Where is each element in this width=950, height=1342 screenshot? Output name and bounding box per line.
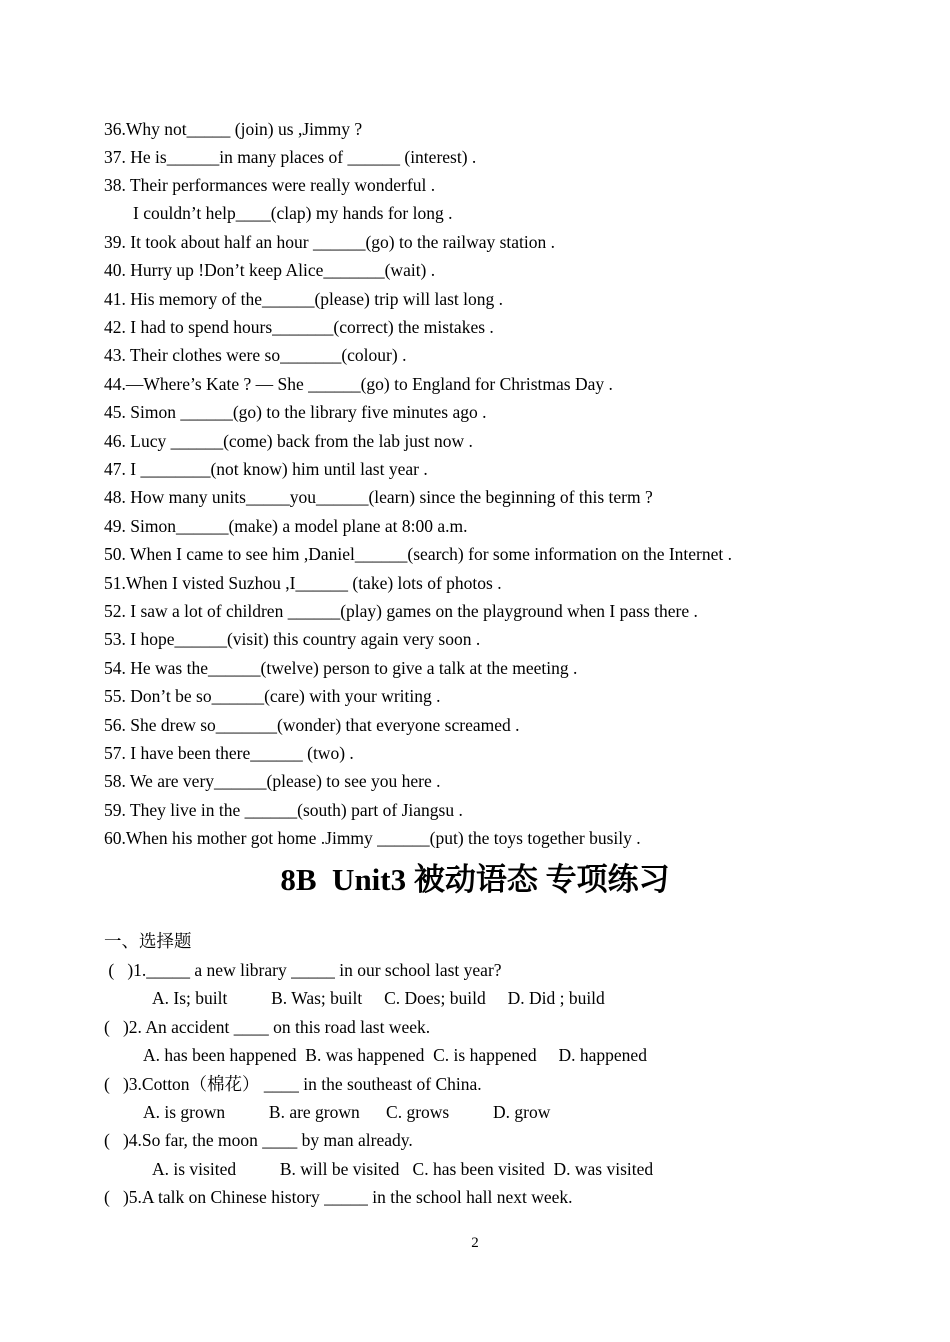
question-48: 48. How many units_____you______(learn) since the beginning of this term ? — [104, 487, 653, 507]
question-45: 45. Simon ______(go) to the library five minutes ago . — [104, 402, 487, 422]
question-60: 60.When his mother got home .Jimmy ______(put) the toys together busily . — [104, 828, 641, 848]
question-49: 49. Simon______(make) a model plane at 8:00 a.m. — [104, 516, 468, 536]
mc-question-4: ( )4.So far, the moon ____ by man already. — [104, 1130, 413, 1150]
section-title: 8B Unit3 被动语态 专项练习 — [280, 862, 670, 897]
question-52: 52. I saw a lot of children ______(play) games on the playground when I pass there . — [104, 601, 698, 621]
page-number: 2 — [471, 1235, 479, 1251]
question-41: 41. His memory of the______(please) trip will last long . — [104, 289, 504, 309]
mc-question-5: ( )5.A talk on Chinese history _____ in the school hall next week. — [104, 1187, 573, 1207]
question-57: 57. I have been there______ (two) . — [104, 743, 354, 763]
question-40: 40. Hurry up !Don’t keep Alice_______(wait) . — [104, 260, 436, 280]
question-53: 53. I hope______(visit) this country again very soon . — [104, 629, 481, 649]
question-39: 39. It took about half an hour ______(go) to the railway station . — [104, 232, 556, 252]
mc-options-2: A. has been happened B. was happened C. is happened D. happened — [143, 1045, 647, 1065]
mc-question-3: ( )3.Cotton（棉花） ____ in the southeast of China. — [104, 1074, 482, 1094]
question-36: 36.Why not_____ (join) us ,Jimmy ? — [104, 119, 363, 139]
question-58: 58. We are very______(please) to see you here . — [104, 771, 441, 791]
question-59: 59. They live in the ______(south) part of Jiangsu . — [104, 800, 463, 820]
question-47: 47. I ________(not know) him until last year . — [104, 459, 428, 479]
question-46: 46. Lucy ______(come) back from the lab just now . — [104, 431, 473, 451]
question-50: 50. When I came to see him ,Daniel______(search) for some information on the Internet . — [104, 544, 733, 564]
question-44: 44.—Where’s Kate ? — She ______(go) to England for Christmas Day . — [104, 374, 613, 394]
mc-options-4: A. is visited B. will be visited C. has been visited D. was visited — [152, 1159, 654, 1179]
question-55: 55. Don’t be so______(care) with your writing . — [104, 686, 441, 706]
mc-question-2: ( )2. An accident ____ on this road last week. — [104, 1017, 431, 1037]
question-38-continuation: I couldn’t help____(clap) my hands for long . — [133, 203, 453, 223]
subsection-label: 一、选择题 — [104, 931, 192, 951]
mc-options-1: A. Is; built B. Was; built C. Does; build D. Did ; build — [152, 988, 605, 1008]
question-43: 43. Their clothes were so_______(colour) . — [104, 345, 407, 365]
question-51: 51.When I visted Suzhou ,I______ (take) lots of photos . — [104, 573, 502, 593]
question-54: 54. He was the______(twelve) person to give a talk at the meeting . — [104, 658, 578, 678]
question-38: 38. Their performances were really wonderful . — [104, 175, 436, 195]
question-37: 37. He is______in many places of ______ (interest) . — [104, 147, 477, 167]
mc-options-3: A. is grown B. are grown C. grows D. grow — [143, 1102, 551, 1122]
question-56: 56. She drew so_______(wonder) that everyone screamed . — [104, 715, 520, 735]
question-42: 42. I had to spend hours_______(correct) the mistakes . — [104, 317, 494, 337]
mc-question-1: ( )1._____ a new library _____ in our school last year? — [104, 960, 502, 980]
